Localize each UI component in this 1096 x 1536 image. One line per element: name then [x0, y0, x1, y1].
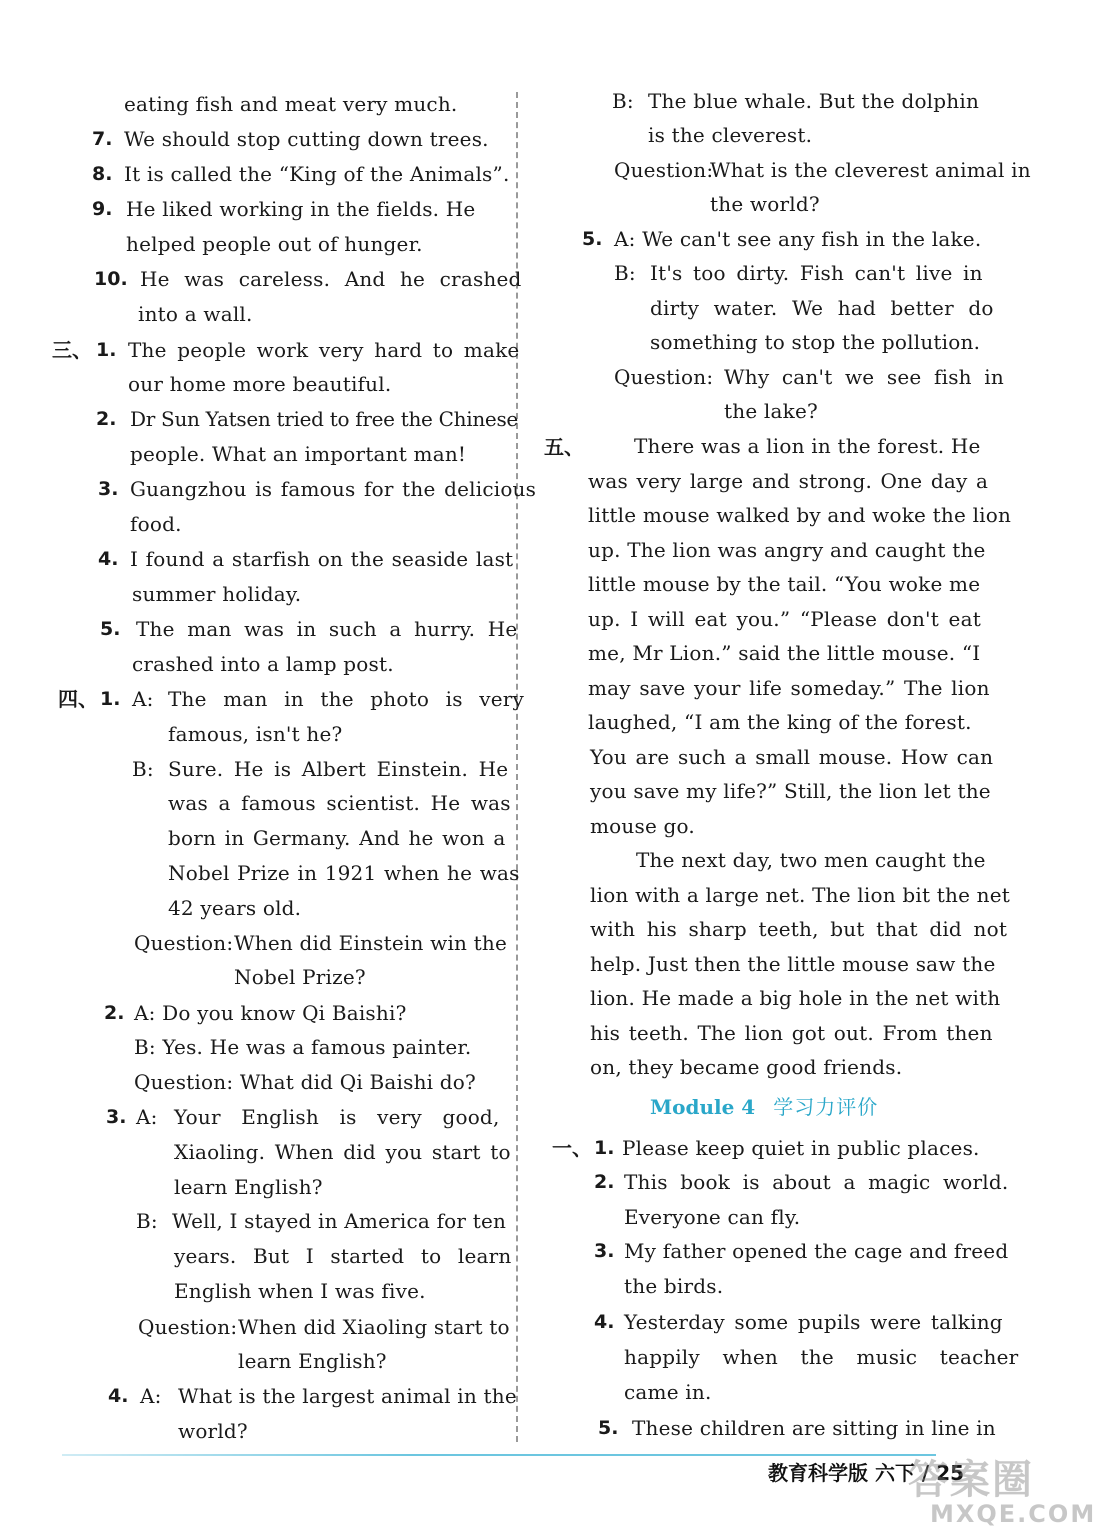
- answer-line: Sure. He is Albert Einstein. He: [168, 757, 509, 781]
- answer-line: Why can't we see fish in: [724, 365, 1004, 389]
- question-label: Question:: [614, 365, 714, 389]
- item-number: 3.: [106, 1106, 127, 1128]
- answer-line: Well, I stayed in America for ten: [172, 1209, 507, 1233]
- story-line: me, Mr Lion.” said the little mouse. “I: [588, 641, 981, 665]
- answer-line: These children are sitting in line in: [632, 1416, 996, 1440]
- answer-line: is the cleverest.: [648, 123, 813, 147]
- answer-line: born in Germany. And he won a: [168, 826, 506, 850]
- answer-line: I found a starfish on the seaside last: [130, 547, 514, 571]
- item-number: 5.: [582, 228, 603, 250]
- speaker-label: B:: [132, 757, 154, 781]
- answer-line: dirty water. We had better do: [650, 296, 994, 320]
- story-line: There was a lion in the forest. He: [634, 434, 981, 458]
- item-number: 9.: [92, 198, 113, 220]
- column-divider: [516, 92, 518, 1442]
- answer-line: We should stop cutting down trees.: [124, 127, 489, 151]
- answer-line: Dr Sun Yatsen tried to free the Chinese: [130, 407, 518, 431]
- question-label: Question:: [614, 158, 714, 182]
- question-label: Question:: [138, 1315, 238, 1339]
- answer-line: people. What an important man!: [130, 442, 467, 466]
- speaker-label: A:: [132, 687, 154, 711]
- answer-line: 42 years old.: [168, 896, 302, 920]
- answer-line: learn English?: [174, 1175, 323, 1199]
- item-number: 1.: [96, 339, 117, 361]
- item-number: 8.: [92, 163, 113, 185]
- speaker-label: B:: [614, 261, 636, 285]
- story-line: on, they became good friends.: [590, 1055, 903, 1079]
- answer-line: into a wall.: [138, 302, 253, 326]
- story-line: mouse go.: [590, 814, 695, 838]
- item-number: 5.: [598, 1417, 619, 1439]
- answer-line: crashed into a lamp post.: [132, 652, 394, 676]
- story-line: up. The lion was angry and caught the: [588, 538, 986, 562]
- section-marker-4: 四、: [58, 687, 98, 711]
- item-number: 2.: [96, 408, 117, 430]
- item-number: 1.: [100, 688, 121, 710]
- answer-line: learn English?: [238, 1349, 387, 1373]
- answer-line: years. But I started to learn: [174, 1244, 512, 1268]
- story-line: with his sharp teeth, but that did not: [590, 917, 1008, 941]
- answer-line: Question: What did Qi Baishi do?: [134, 1070, 476, 1094]
- section-marker-1: 一、: [552, 1136, 592, 1160]
- story-line: his teeth. The lion got out. From then: [590, 1021, 993, 1045]
- story-line: may save your life someday.” The lion: [588, 676, 990, 700]
- answer-line: When did Xiaoling start to: [238, 1315, 510, 1339]
- story-line: little mouse by the tail. “You woke me: [588, 572, 981, 596]
- answer-line: world?: [178, 1419, 248, 1443]
- answer-line: The blue whale. But the dolphin: [648, 89, 980, 113]
- item-number: 4.: [98, 548, 119, 570]
- answer-line: He liked working in the fields. He: [126, 197, 476, 221]
- item-number: 3.: [594, 1240, 615, 1262]
- answer-line: helped people out of hunger.: [126, 232, 423, 256]
- story-line: laughed, “I am the king of the forest.: [588, 710, 972, 734]
- question-label: Question:: [134, 931, 234, 955]
- item-number: 4.: [594, 1311, 615, 1333]
- story-line: up. I will eat you.” “Please don't eat: [588, 607, 981, 631]
- answer-line: happily when the music teacher: [624, 1345, 1019, 1369]
- item-number: 1.: [594, 1137, 615, 1159]
- answer-line: A: We can't see any fish in the lake.: [614, 227, 982, 251]
- answer-line: the birds.: [624, 1274, 724, 1298]
- answer-line: This book is about a magic world.: [624, 1170, 1009, 1194]
- answer-line: B: Yes. He was a famous painter.: [134, 1035, 472, 1059]
- answer-line: the world?: [710, 192, 820, 216]
- site-watermark: [900, 1448, 1096, 1532]
- answer-line: came in.: [624, 1380, 712, 1404]
- speaker-label: A:: [140, 1384, 162, 1408]
- answer-line: A: Do you know Qi Baishi?: [134, 1001, 407, 1025]
- module-title: [650, 1094, 878, 1120]
- story-line: lion. He made a big hole in the net with: [590, 986, 1001, 1010]
- answer-line: Your English is very good,: [174, 1105, 500, 1129]
- item-number: 2.: [104, 1002, 125, 1024]
- answer-line: famous, isn't he?: [168, 722, 343, 746]
- footer-rule: [62, 1454, 936, 1456]
- story-line: was very large and strong. One day a: [588, 469, 989, 493]
- module-subtitle: 学习力评价: [773, 1095, 879, 1119]
- page-footer: 教育科学版 六下 / 25: [768, 1461, 965, 1485]
- answer-line: When did Einstein win the: [234, 931, 508, 955]
- answer-line: Nobel Prize?: [234, 965, 366, 989]
- answer-line: Xiaoling. When did you start to: [174, 1140, 511, 1164]
- item-number: 3.: [98, 478, 119, 500]
- item-number: 7.: [92, 128, 113, 150]
- answer-line: food.: [130, 512, 182, 536]
- answer-line: Please keep quiet in public places.: [622, 1136, 980, 1160]
- watermark-url: MXQE.COM: [930, 1500, 1096, 1528]
- answer-line: Guangzhou is famous for the delicious: [130, 477, 537, 501]
- speaker-label: B:: [136, 1209, 158, 1233]
- answer-line: summer holiday.: [132, 582, 302, 606]
- section-marker-3: 三、: [52, 338, 92, 362]
- module-label: Module 4: [650, 1095, 756, 1119]
- answer-line: My father opened the cage and freed: [624, 1239, 1009, 1263]
- answer-line: was a famous scientist. He was: [168, 791, 511, 815]
- item-number: 2.: [594, 1171, 615, 1193]
- answer-line: English when I was five.: [174, 1279, 426, 1303]
- answer-line: The man in the photo is very: [168, 687, 525, 711]
- story-line: lion with a large net. The lion bit the net: [590, 883, 1011, 907]
- story-line: help. Just then the little mouse saw the: [590, 952, 996, 976]
- story-line: You are such a small mouse. How can: [590, 745, 994, 769]
- answer-line: It is called the “King of the Animals”.: [124, 162, 510, 186]
- story-line: little mouse walked by and woke the lion: [588, 503, 1012, 527]
- story-line: you save my life?” Still, the lion let the: [590, 779, 991, 803]
- answer-line: The people work very hard to make: [128, 338, 520, 362]
- answer-line: He was careless. And he crashed: [140, 267, 522, 291]
- answer-line: It's too dirty. Fish can't live in: [650, 261, 983, 285]
- speaker-label: B:: [612, 89, 634, 113]
- answer-line: The man was in such a hurry. He: [136, 617, 518, 641]
- watermark-logo-text: 答案圈: [908, 1457, 1034, 1503]
- answer-line: What is the cleverest animal in: [710, 158, 1031, 182]
- answer-line: Everyone can fly.: [624, 1205, 801, 1229]
- answer-line: eating fish and meat very much.: [124, 92, 458, 116]
- section-marker-5: 五、: [544, 435, 584, 459]
- answer-line: something to stop the pollution.: [650, 330, 981, 354]
- answer-line: What is the largest animal in the: [178, 1384, 517, 1408]
- item-number: 4.: [108, 1385, 129, 1407]
- item-number: 10.: [94, 268, 128, 290]
- answer-line: Nobel Prize in 1921 when he was: [168, 861, 520, 885]
- speaker-label: A:: [136, 1105, 158, 1129]
- story-line: The next day, two men caught the: [636, 848, 986, 872]
- answer-line: the lake?: [724, 399, 818, 423]
- answer-line: Yesterday some pupils were talking: [624, 1310, 1003, 1334]
- answer-line: our home more beautiful.: [128, 372, 392, 396]
- item-number: 5.: [100, 618, 121, 640]
